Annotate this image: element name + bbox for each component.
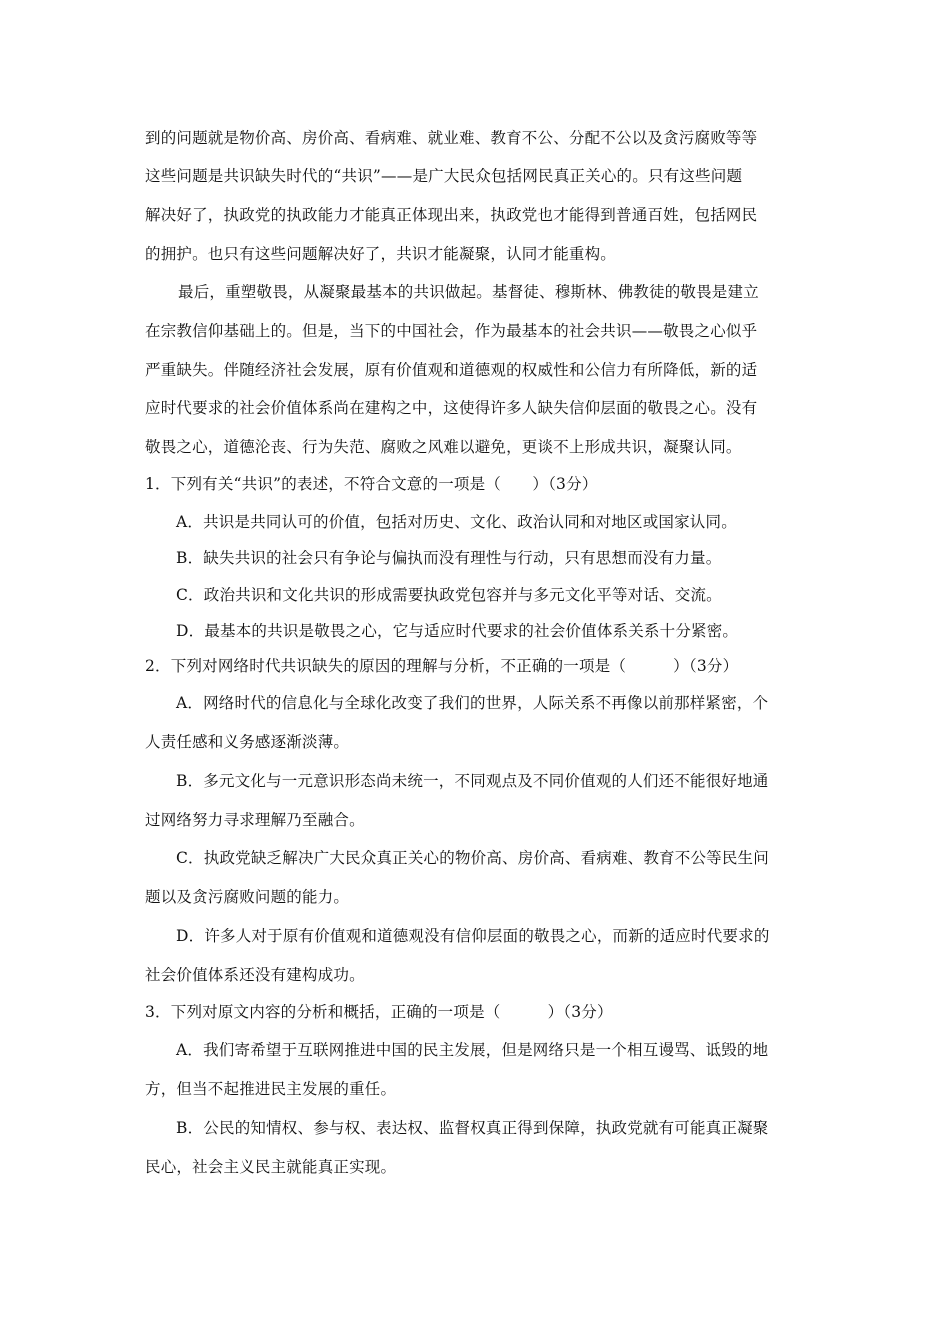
question-stem: 1．下列有关“共识”的表述，不符合文意的一项是（ ）（3分） (145, 475, 598, 493)
passage-line: 解决好了，执政党的执政能力才能真正体现出来，执政党也才能得到普通百姓，包括网民 (145, 206, 758, 224)
question-option: C．执政党缺乏解决广大民众真正关心的物价高、房价高、看病难、教育不公等民生问 (176, 849, 769, 867)
question-stem: 3．下列对原文内容的分析和概括，正确的一项是（ ）（3分） (145, 1003, 613, 1021)
question-option: B．缺失共识的社会只有争论与偏执而没有理性与行动，只有思想而没有力量。 (176, 549, 722, 567)
question-option-continued: 人责任感和义务感逐渐淡薄。 (145, 733, 350, 751)
question-option: D．最基本的共识是敬畏之心，它与适应时代要求的社会价值体系关系十分紧密。 (176, 622, 739, 640)
question-option-continued: 过网络努力寻求理解乃至融合。 (145, 811, 365, 829)
passage-line: 最后，重塑敬畏，从凝聚最基本的共识做起。基督徒、穆斯林、佛教徒的敬畏是建立 (178, 283, 759, 301)
question-option: B．多元文化与一元意识形态尚未统一，不同观点及不同价值观的人们还不能很好地通 (176, 772, 769, 790)
passage-line: 到的问题就是物价高、房价高、看病难、就业难、教育不公、分配不公以及贪污腐败等等 (145, 129, 758, 147)
question-option: A．网络时代的信息化与全球化改变了我们的世界，人际关系不再像以前那样紧密，个 (176, 694, 769, 712)
question-option: C．政治共识和文化共识的形成需要执政党包容并与多元文化平等对话、交流。 (176, 586, 722, 604)
passage-line: 应时代要求的社会价值体系尚在建构之中，这使得许多人缺失信仰层面的敬畏之心。没有 (145, 399, 758, 417)
passage-line: 敬畏之心，道德沦丧、行为失范、腐败之风难以避免，更谈不上形成共识，凝聚认同。 (145, 438, 742, 456)
question-option-continued: 社会价值体系还没有建构成功。 (145, 966, 365, 984)
question-stem: 2．下列对网络时代共识缺失的原因的理解与分析，不正确的一项是（ ）（3分） (145, 657, 739, 675)
passage-line: 的拥护。也只有这些问题解决好了，共识才能凝聚，认同才能重构。 (145, 245, 617, 263)
question-option: D．许多人对于原有价值观和道德观没有信仰层面的敬畏之心，而新的适应时代要求的 (176, 927, 770, 945)
passage-line: 严重缺失。伴随经济社会发展，原有价值观和道德观的权威性和公信力有所降低，新的适 (145, 361, 758, 379)
question-option-continued: 题以及贪污腐败问题的能力。 (145, 888, 350, 906)
question-option: B．公民的知情权、参与权、表达权、监督权真正得到保障，执政党就有可能真正凝聚 (176, 1119, 769, 1137)
question-option: A．共识是共同认可的价值，包括对历史、文化、政治认同和对地区或国家认同。 (176, 513, 737, 531)
passage-line: 这些问题是共识缺失时代的“共识”——是广大民众包括网民真正关心的。只有这些问题 (145, 167, 743, 185)
question-option: A．我们寄希望于互联网推进中国的民主发展，但是网络只是一个相互谩骂、诋毁的地 (176, 1041, 769, 1059)
question-option-continued: 方，但当不起推进民主发展的重任。 (145, 1080, 397, 1098)
passage-line: 在宗教信仰基础上的。但是，当下的中国社会，作为最基本的社会共识——敬畏之心似乎 (145, 322, 758, 340)
question-option-continued: 民心，社会主义民主就能真正实现。 (145, 1158, 397, 1176)
